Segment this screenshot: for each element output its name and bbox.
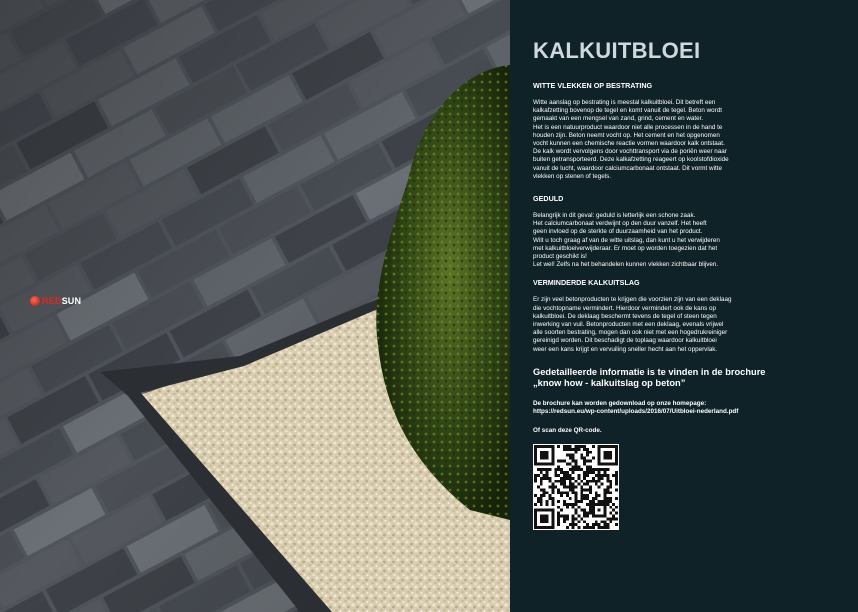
text-line: vanuit de lucht, waardoor calciumcarbonaat ontstaat. Dit vormt witte: [533, 164, 722, 172]
text-line: vlekken op stenen of tegels.: [533, 172, 612, 180]
text-line: inwerking van vuil. Betonproducten met een deklaag, evenals vrijwel: [533, 321, 724, 329]
text-line: alle soorten bestrating, mogen dan ook niet met een hogedrukreiniger: [533, 329, 728, 337]
section-geduld: [533, 194, 825, 269]
section-body: [533, 99, 825, 181]
qr-code-graphic: [534, 445, 618, 529]
text-line: buiten getransporteerd. Deze kalkafzetting reageert op koolstofdioxide: [533, 156, 729, 164]
text-line: Er zijn veel betonproducten te krijgen die voorzien zijn van een deklaag: [533, 296, 732, 304]
download-info: [533, 400, 825, 416]
text-line: die vochtopname vermindert. Hierdoor vermindert ook de kans op: [533, 304, 717, 312]
logo-suffix: SUN: [61, 296, 82, 306]
text-line: Belangrijk in dit geval: geduld is letterlijk een schone zaak.: [533, 212, 696, 220]
sun-icon: [30, 296, 40, 306]
section-heading: WITTE VLEKKEN OP BESTRATING: [533, 81, 653, 90]
section-body: [533, 296, 825, 353]
text-line: De kalk wordt vervolgens door vochttransport via de poriën weer naar: [533, 148, 727, 156]
text-line: met kalkuitbloeiverwijderaar. Er moet op worden toegezien dat het: [533, 244, 718, 252]
logo-prefix: RED: [42, 296, 62, 306]
text-line: Let wel! Zelfs na het behandelen kunnen vlekken zichtbaar blijven.: [533, 261, 719, 269]
text-line: https://redsun.eu/wp-content/uploads/2016/07/Uitbloei-nederland.pdf: [533, 408, 739, 416]
section-body: [533, 212, 825, 269]
qr-code[interactable]: [533, 444, 619, 530]
text-line: Wilt u toch graag af van de witte uitslag, dan kunt u het verwijderen: [533, 236, 720, 244]
brochure-callout: [533, 367, 825, 389]
scan-instruction: Of scan deze QR-code.: [533, 427, 602, 435]
text-line: weer een kans krijgt en vervuiling sneller hecht aan het oppervlak.: [533, 345, 718, 353]
text-line: kalkuitbloei. De deklaag beschermt tevens de tegel of steen tegen: [533, 312, 717, 320]
text-line: gemaakt van een mengsel van zand, grind, cement en water.: [533, 115, 704, 123]
section-heading: GEDULD: [533, 194, 564, 204]
redsun-logo: [30, 296, 81, 306]
text-line: De brochure kan worden gedownload op onze homepage:: [533, 399, 707, 407]
text-line: Gedetailleerde informatie is te vinden in de brochure: [533, 366, 766, 377]
text-line: geen invloed op de sterkte of duurzaamheid van het product.: [533, 228, 703, 236]
section-witte-vlekken: [533, 81, 825, 181]
text-line: Witte aanslag op bestrating is meestal kalkuitbloei. Dit betreft een: [533, 99, 716, 106]
page-title: KALKUITBLOEI: [533, 38, 701, 63]
text-line: kalkafzetting bovenop de tegel en komt vanuit de tegel. Beton wordt: [533, 107, 723, 115]
panel-content: [533, 38, 825, 530]
section-heading: VERMINDERDE KALKUITSLAG: [533, 278, 640, 288]
text-line: gereinigd worden. Dit beschadigt de toplaag waardoor kalkuitbloei: [533, 337, 717, 345]
logo-text: [42, 296, 81, 306]
text-line: vocht kunnen een chemische reactie vormen waardoor kalk ontstaat.: [533, 140, 725, 148]
text-line: „know how - kalkuitslag op beton”: [533, 377, 686, 388]
text-line: houden zijn. Beton neemt vocht op. Het cement en het opgenomen: [533, 131, 720, 139]
text-line: product geschikt is!: [533, 253, 587, 261]
section-verminderde-kalkuitslag: [533, 278, 825, 353]
text-line: Het is een natuurproduct waardoor niet alle processen in de hand te: [533, 123, 723, 131]
text-panel: [510, 0, 858, 612]
text-line: Het calciumcarbonaat verdwijnt op den duur vanzelf. Het heeft: [533, 220, 707, 228]
